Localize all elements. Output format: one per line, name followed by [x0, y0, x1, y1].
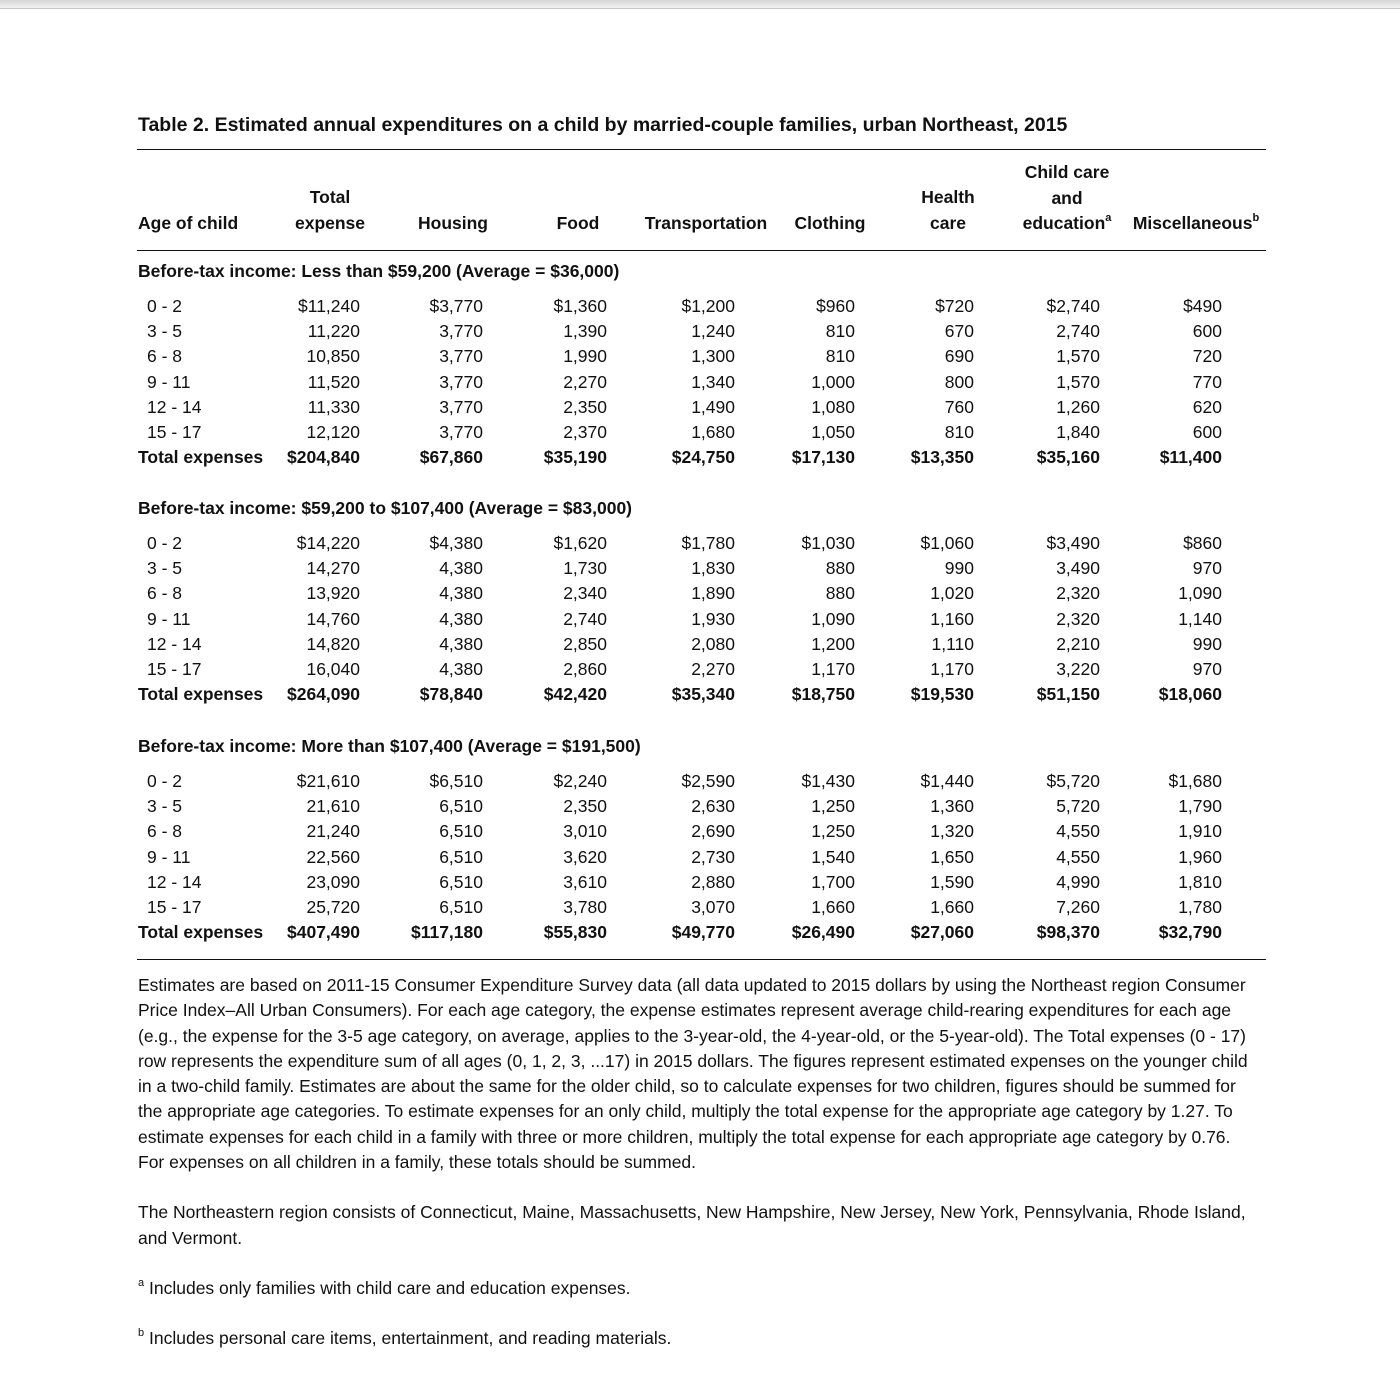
header-housing: Housing: [418, 213, 488, 233]
value-cell: 810: [825, 321, 855, 342]
value-cell: 1,090: [1178, 583, 1222, 604]
header-childcare-line2: and: [1051, 187, 1083, 208]
age-cell: 0 - 2: [147, 771, 183, 791]
value-cell: 1,320: [930, 821, 974, 842]
value-cell: 1,930: [691, 608, 735, 629]
value-cell: 2,850: [563, 633, 607, 654]
header-top-rule: [137, 149, 1266, 150]
value-cell: 970: [1192, 558, 1222, 579]
value-cell: 1,590: [930, 871, 974, 892]
value-cell: $49,770: [671, 922, 735, 943]
value-cell: $2,240: [553, 771, 607, 791]
value-cell: 2,320: [1056, 608, 1100, 629]
header-total-expense: [295, 185, 365, 236]
header-transportation: Transportation: [644, 213, 768, 233]
value-cell: $17,130: [791, 447, 855, 468]
value-cell: 2,210: [1056, 633, 1100, 654]
value-cell: 1,170: [930, 659, 974, 679]
notes-paragraph-1: Estimates are based on 2011-15 Consumer Expenditure Survey data (all data updated to 2015 dollars by using the Northeast region Consumer Price Index–All Urban Consumers). For each age category, the expense estimates represent average child-rearing expenditures for each age (e.g., the expense for the 3-5 age category, on average, applies to the 3-year-old, the 4-year-old, or the 5-year-old). The Total expenses (0 - 17) row represents the expenditure sum of all ages (0, 1, 2, 3, ...17) in 2015 dollars. The figures represent estimated expenses on the younger child in a two-child family. Estimates are about the same for the older child, so to calculate expenses for two children, figures should be summed for the appropriate age categories. To estimate expenses for an only child, multiply the total expense for the appropriate age category by 1.27. To estimate expenses for each child in a family with three or more children, multiply the total expense for each appropriate age category by 0.76. For expenses on all children in a family, these totals should be summed.: [138, 975, 1248, 1173]
notes-paragraph-2: The Northeastern region consists of Connecticut, Maine, Massachusetts, New Hampshire, New Jersey, New York, Pennsylvania, Rhode Island, and Vermont.: [138, 1202, 1246, 1248]
value-cell: $860: [1183, 533, 1222, 553]
value-cell: $19,530: [910, 684, 974, 705]
age-cell: 12 - 14: [147, 871, 202, 892]
total-row: [0, 684, 1400, 709]
table-notes: [138, 973, 1258, 1377]
value-cell: 1,960: [1178, 846, 1222, 867]
value-cell: $27,060: [910, 922, 974, 943]
value-cell: 2,740: [563, 608, 607, 629]
header-childcare-text: education: [1022, 213, 1106, 233]
table-row: [0, 422, 1400, 447]
value-cell: 1,250: [811, 821, 855, 842]
table-row: [0, 558, 1400, 583]
age-cell: 0 - 2: [147, 296, 183, 316]
value-cell: 4,380: [439, 659, 483, 679]
value-cell: 4,380: [439, 558, 483, 579]
value-cell: 25,720: [306, 897, 360, 917]
value-cell: 1,390: [563, 321, 607, 342]
value-cell: $1,200: [681, 296, 735, 316]
value-cell: 1,360: [930, 796, 974, 817]
value-cell: $407,490: [287, 922, 360, 943]
value-cell: 720: [1192, 346, 1222, 367]
value-cell: $3,770: [429, 296, 483, 316]
value-cell: 3,780: [563, 897, 607, 917]
table-row: [0, 771, 1400, 796]
value-cell: 4,380: [439, 583, 483, 604]
table-row: [0, 821, 1400, 846]
value-cell: 1,830: [691, 558, 735, 579]
total-row: [0, 447, 1400, 472]
age-cell: 15 - 17: [147, 422, 202, 442]
value-cell: 3,770: [439, 422, 483, 442]
value-cell: 3,770: [439, 321, 483, 342]
value-cell: 620: [1192, 396, 1222, 417]
footnote-b-text: Includes personal care items, entertainment, and reading materials.: [149, 1328, 672, 1349]
value-cell: 990: [1192, 633, 1222, 654]
value-cell: 1,790: [1178, 796, 1222, 817]
value-cell: 1,780: [1178, 897, 1222, 917]
footnote-a-mark: a: [138, 1277, 145, 1290]
value-cell: 2,340: [563, 583, 607, 604]
value-cell: 21,240: [306, 821, 360, 842]
value-cell: $55,830: [543, 922, 607, 943]
value-cell: 14,820: [306, 633, 360, 654]
value-cell: 1,250: [811, 796, 855, 817]
header-age: Age of child: [138, 213, 239, 233]
value-cell: 3,490: [1056, 558, 1100, 579]
value-cell: $1,060: [920, 533, 974, 553]
header-childcare-line1: Child care: [1024, 162, 1110, 182]
value-cell: 4,380: [439, 608, 483, 629]
table-row: [0, 796, 1400, 821]
value-cell: 1,340: [691, 371, 735, 392]
table-row: [0, 634, 1400, 659]
value-cell: 14,760: [306, 608, 360, 629]
value-cell: 12,120: [306, 422, 360, 442]
value-cell: 600: [1192, 321, 1222, 342]
value-cell: $204,840: [287, 447, 360, 468]
age-cell: 12 - 14: [147, 633, 202, 654]
value-cell: 3,770: [439, 396, 483, 417]
value-cell: $35,160: [1036, 447, 1100, 468]
value-cell: 13,920: [306, 583, 360, 604]
section-title: Before-tax income: Less than $59,200 (Average = $36,000): [138, 261, 620, 281]
value-cell: $21,610: [296, 771, 360, 791]
age-cell: 15 - 17: [147, 897, 202, 917]
value-cell: $6,510: [429, 771, 483, 791]
value-cell: $26,490: [791, 922, 855, 943]
value-cell: 4,380: [439, 633, 483, 654]
age-cell: 15 - 17: [147, 659, 202, 679]
value-cell: 6,510: [439, 821, 483, 842]
value-cell: 2,730: [691, 846, 735, 867]
value-cell: $264,090: [287, 684, 360, 705]
value-cell: 11,220: [307, 321, 360, 342]
table-row: [0, 533, 1400, 558]
section-title: Before-tax income: $59,200 to $107,400 (Average = $83,000): [138, 498, 632, 518]
value-cell: 1,730: [563, 558, 607, 579]
value-cell: 1,090: [811, 608, 855, 629]
value-cell: $2,740: [1046, 296, 1100, 316]
value-cell: $35,190: [543, 447, 607, 468]
value-cell: $1,620: [553, 533, 607, 553]
value-cell: 14,270: [306, 558, 360, 579]
value-cell: $78,840: [419, 684, 483, 705]
value-cell: 7,260: [1056, 897, 1100, 917]
value-cell: 1,810: [1178, 871, 1222, 892]
value-cell: 1,080: [811, 396, 855, 417]
value-cell: 3,220: [1056, 659, 1100, 679]
value-cell: 23,090: [306, 871, 360, 892]
value-cell: 1,170: [811, 659, 855, 679]
table-row: [0, 897, 1400, 922]
table-row: [0, 847, 1400, 872]
value-cell: 2,630: [691, 796, 735, 817]
age-cell: 3 - 5: [147, 321, 183, 342]
table-row: [0, 346, 1400, 371]
table-row: [0, 397, 1400, 422]
value-cell: 3,770: [439, 371, 483, 392]
value-cell: 2,690: [691, 821, 735, 842]
value-cell: $1,030: [801, 533, 855, 553]
value-cell: $5,720: [1046, 771, 1100, 791]
header-miscellaneous: [1133, 211, 1259, 237]
section-title: Before-tax income: More than $107,400 (Average = $191,500): [138, 736, 641, 756]
value-cell: 1,020: [930, 583, 974, 604]
table-bottom-rule: [137, 959, 1266, 960]
total-label: Total expenses: [138, 922, 264, 943]
value-cell: 1,890: [691, 583, 735, 604]
value-cell: 770: [1192, 371, 1222, 392]
value-cell: 810: [944, 422, 974, 442]
age-cell: 6 - 8: [147, 583, 183, 604]
value-cell: $18,750: [791, 684, 855, 705]
value-cell: 3,770: [439, 346, 483, 367]
value-cell: 6,510: [439, 796, 483, 817]
value-cell: 600: [1192, 422, 1222, 442]
value-cell: 11,330: [307, 396, 360, 417]
value-cell: 1,160: [930, 608, 974, 629]
value-cell: 1,660: [930, 897, 974, 917]
value-cell: 1,990: [563, 346, 607, 367]
value-cell: 3,610: [563, 871, 607, 892]
value-cell: $35,340: [671, 684, 735, 705]
value-cell: $24,750: [671, 447, 735, 468]
value-cell: 760: [944, 396, 974, 417]
age-cell: 12 - 14: [147, 396, 202, 417]
value-cell: 2,270: [563, 371, 607, 392]
value-cell: 6,510: [439, 897, 483, 917]
value-cell: 880: [825, 583, 855, 604]
value-cell: 11,520: [307, 371, 360, 392]
table-title: Table 2. Estimated annual expenditures on a child by married-couple families, urban Northeast, 2015: [138, 114, 1068, 136]
total-label: Total expenses: [138, 447, 264, 468]
value-cell: 3,620: [563, 846, 607, 867]
value-cell: 1,140: [1178, 608, 1222, 629]
value-cell: 1,910: [1178, 821, 1222, 842]
value-cell: 990: [944, 558, 974, 579]
value-cell: $42,420: [543, 684, 607, 705]
header-clothing: Clothing: [794, 213, 866, 233]
value-cell: 1,490: [691, 396, 735, 417]
value-cell: 1,200: [811, 633, 855, 654]
value-cell: 2,350: [563, 396, 607, 417]
value-cell: $67,860: [419, 447, 483, 468]
value-cell: 10,850: [306, 346, 360, 367]
value-cell: 970: [1192, 659, 1222, 679]
value-cell: $490: [1183, 296, 1222, 316]
value-cell: 1,240: [691, 321, 735, 342]
value-cell: 2,270: [691, 659, 735, 679]
value-cell: 1,680: [691, 422, 735, 442]
value-cell: $18,060: [1158, 684, 1222, 705]
table-row: [0, 609, 1400, 634]
value-cell: $1,440: [920, 771, 974, 791]
value-cell: 1,660: [811, 897, 855, 917]
value-cell: $11,240: [298, 296, 360, 316]
age-cell: 9 - 11: [147, 608, 191, 629]
table-row: [0, 659, 1400, 684]
value-cell: 1,570: [1056, 346, 1100, 367]
value-cell: 1,000: [811, 371, 855, 392]
header-misc-text: Miscellaneous: [1132, 213, 1253, 233]
age-cell: 3 - 5: [147, 558, 183, 579]
value-cell: 1,570: [1056, 371, 1100, 392]
value-cell: 810: [825, 346, 855, 367]
value-cell: $960: [816, 296, 855, 316]
value-cell: $2,590: [681, 771, 735, 791]
value-cell: $51,150: [1036, 684, 1100, 705]
value-cell: 1,300: [691, 346, 735, 367]
value-cell: 2,320: [1056, 583, 1100, 604]
header-health-care: [921, 185, 974, 236]
value-cell: 3,010: [563, 821, 607, 842]
footnote-a: [138, 1276, 1258, 1301]
table-row: [0, 583, 1400, 608]
value-cell: 1,540: [811, 846, 855, 867]
header-childcare-line3: [1023, 211, 1112, 237]
value-cell: 670: [944, 321, 974, 342]
value-cell: 690: [944, 346, 974, 367]
value-cell: $4,380: [429, 533, 483, 553]
value-cell: 6,510: [439, 846, 483, 867]
value-cell: 1,260: [1056, 396, 1100, 417]
total-row: [0, 922, 1400, 947]
value-cell: 2,740: [1056, 321, 1100, 342]
age-cell: 6 - 8: [147, 346, 183, 367]
value-cell: 5,720: [1056, 796, 1100, 817]
value-cell: 2,350: [563, 796, 607, 817]
value-cell: 2,860: [563, 659, 607, 679]
table-row: [0, 296, 1400, 321]
value-cell: 1,110: [931, 633, 974, 654]
header-health-line1: Health: [921, 187, 975, 207]
value-cell: 1,840: [1056, 422, 1100, 442]
value-cell: 1,050: [811, 422, 855, 442]
header-total-line1: Total: [309, 187, 351, 207]
footnote-b-mark: b: [138, 1327, 145, 1340]
value-cell: 3,070: [691, 897, 735, 917]
value-cell: $11,400: [1159, 447, 1222, 468]
age-cell: 6 - 8: [147, 821, 183, 842]
footnote-marker-a: a: [1105, 212, 1112, 225]
age-cell: 3 - 5: [147, 796, 183, 817]
table-row: [0, 372, 1400, 397]
value-cell: 16,040: [306, 659, 360, 679]
value-cell: $13,350: [910, 447, 974, 468]
value-cell: 2,370: [563, 422, 607, 442]
header-child-care: [1023, 160, 1112, 237]
table-row: [0, 872, 1400, 897]
value-cell: 880: [825, 558, 855, 579]
value-cell: 21,610: [306, 796, 360, 817]
age-cell: 9 - 11: [147, 846, 191, 867]
value-cell: 22,560: [306, 846, 360, 867]
age-cell: 9 - 11: [147, 371, 191, 392]
value-cell: 2,080: [691, 633, 735, 654]
value-cell: $1,780: [681, 533, 735, 553]
footnote-b: [138, 1326, 1258, 1351]
header-bottom-rule: [137, 250, 1266, 251]
value-cell: 1,700: [811, 871, 855, 892]
total-label: Total expenses: [138, 684, 264, 705]
value-cell: 1,650: [930, 846, 974, 867]
age-cell: 0 - 2: [147, 533, 183, 553]
value-cell: 2,880: [691, 871, 735, 892]
footnote-marker-b: b: [1252, 212, 1260, 225]
value-cell: $720: [935, 296, 974, 316]
value-cell: 800: [944, 371, 974, 392]
value-cell: $1,680: [1168, 771, 1222, 791]
table-row: [0, 321, 1400, 346]
value-cell: $117,180: [410, 922, 483, 943]
value-cell: 6,510: [439, 871, 483, 892]
value-cell: 4,550: [1056, 821, 1100, 842]
header-health-line2: care: [929, 212, 967, 233]
footnote-a-text: Includes only families with child care and education expenses.: [149, 1277, 631, 1298]
value-cell: $14,220: [296, 533, 360, 553]
header-food: Food: [556, 213, 600, 233]
value-cell: $32,790: [1158, 922, 1222, 943]
header-total-line2: expense: [294, 212, 366, 233]
value-cell: 4,990: [1056, 871, 1100, 892]
value-cell: $98,370: [1036, 922, 1100, 943]
value-cell: 4,550: [1056, 846, 1100, 867]
value-cell: $3,490: [1046, 533, 1100, 553]
value-cell: $1,360: [553, 296, 607, 316]
value-cell: $1,430: [801, 771, 855, 791]
